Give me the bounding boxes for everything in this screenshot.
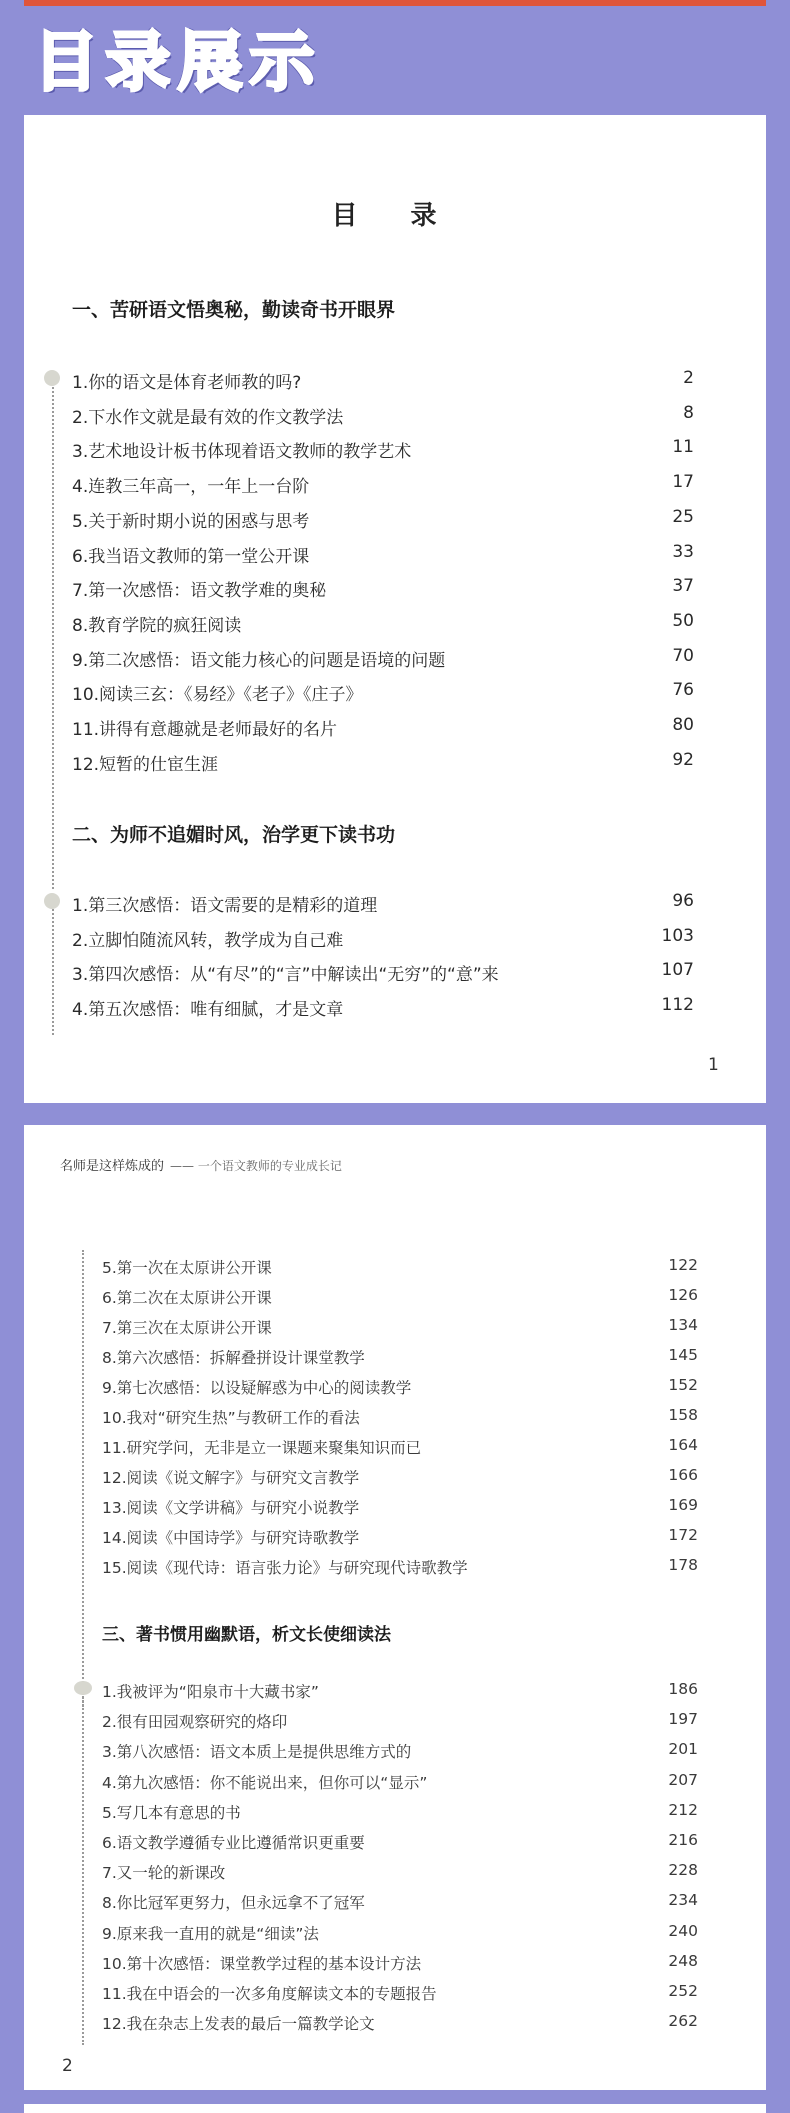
toc-entry-title: 9.第二次感悟：语文能力核心的问题是语境的问题: [72, 650, 446, 671]
toc-entry-page: 122: [668, 1256, 698, 1274]
toc-entry-title: 10.我对“研究生热”与教研工作的看法: [102, 1409, 360, 1427]
toc-page-1: [24, 115, 766, 1103]
toc-dotted-line: [52, 387, 54, 889]
section-3-title: 三、著书惯用幽默语，析文长使细读法: [102, 1625, 391, 1645]
toc-entry-title: 3.第四次感悟：从“有尽”的“言”中解读出“无穷”的“意”来: [72, 965, 499, 986]
toc-entry-page: 126: [668, 1286, 698, 1304]
section-2-bullet: [44, 893, 60, 909]
toc-entry-page: 92: [672, 749, 694, 770]
toc-entry-page: 207: [668, 1770, 698, 1789]
toc-entry-page: 172: [668, 1526, 698, 1544]
toc-entry-page: 234: [668, 1891, 698, 1910]
running-header: [60, 1155, 342, 1174]
toc-entry-title: 9.原来我一直用的就是“细读”法: [102, 1924, 319, 1943]
toc-entry-page: 112: [661, 995, 694, 1016]
toc-entry-page: 158: [668, 1406, 698, 1424]
toc-entry-page: 50: [672, 610, 694, 631]
toc-entry-page: 17: [672, 472, 694, 493]
toc-entry-page: 169: [668, 1496, 698, 1514]
toc-entry-title: 4.第九次感悟：你不能说出来，但你可以“显示”: [102, 1773, 428, 1792]
toc-page-2: [24, 1125, 766, 2090]
toc-entry-page: 76: [672, 680, 694, 701]
toc-entry-title: 2.很有田园观察研究的烙印: [102, 1713, 288, 1732]
toc-entry-title: 9.第七次感悟：以设疑解惑为中心的阅读教学: [102, 1379, 412, 1397]
toc-entry-title: 6.第二次在太原讲公开课: [102, 1289, 272, 1307]
toc-entry-title: 8.第六次感悟：拆解叠拼设计课堂教学: [102, 1349, 365, 1367]
toc-entry-title: 6.语文教学遵循专业比遵循常识更重要: [102, 1834, 365, 1852]
toc-entry-page: 103: [661, 925, 694, 946]
toc-entry-page: 70: [672, 645, 694, 666]
toc-entry-page: 216: [668, 1831, 698, 1849]
toc-entry-title: 6.我当语文教师的第一堂公开课: [72, 546, 310, 567]
next-page-edge: [24, 2104, 766, 2113]
toc-entry-title: 4.第五次感悟：唯有细腻，才是文章: [72, 1000, 344, 1021]
toc-entry-page: 262: [668, 2012, 698, 2031]
toc-entry-title: 13.阅读《文学讲稿》与研究小说教学: [102, 1499, 360, 1517]
section-1-title: 一、苦研语文悟奥秘，勤读奇书开眼界: [72, 299, 396, 321]
toc-dotted-line: [82, 1250, 84, 1710]
toc-entry-page: 201: [668, 1740, 698, 1759]
toc-entry-page: 228: [668, 1861, 698, 1880]
toc-entry-page: 240: [668, 1921, 698, 1940]
toc-entry-page: 80: [672, 715, 694, 735]
toc-entry-title: 7.第一次感悟：语文教学难的奥秘: [72, 581, 327, 602]
toc-entry-title: 15.阅读《现代诗：语言张力论》与研究现代诗歌教学: [102, 1559, 468, 1577]
toc-entry-title: 3.第八次感悟：语文本质上是提供思维方式的: [102, 1743, 412, 1762]
toc-entry-title: 11.讲得有意趣就是老师最好的名片: [72, 720, 338, 740]
toc-entry-page: 164: [668, 1436, 698, 1454]
toc-dotted-line: [82, 1685, 84, 2045]
toc-entry-title: 1.第三次感悟：语文需要的是精彩的道理: [72, 896, 378, 916]
toc-entry-page: 107: [661, 960, 694, 981]
toc-entry-title: 3.艺术地设计板书体现着语文教师的教学艺术: [72, 442, 412, 463]
toc-entry-page: 2: [683, 368, 694, 388]
section-1-bullet: [44, 370, 60, 386]
toc-entry-title: 12.我在杂志上发表的最后一篇教学论文: [102, 2015, 375, 2034]
section-3-bullet: [74, 1681, 92, 1695]
toc-entry-title: 8.教育学院的疯狂阅读: [72, 615, 242, 636]
toc-entry-title: 5.关于新时期小说的困惑与思考: [72, 511, 310, 532]
toc-entry-page: 197: [668, 1710, 698, 1729]
toc-entry-title: 10.第十次感悟：课堂教学过程的基本设计方法: [102, 1954, 422, 1973]
toc-entry-page: 33: [672, 541, 694, 562]
toc-heading: 目 录: [331, 201, 459, 231]
toc-entry-title: 8.你比冠军更努力，但永远拿不了冠军: [102, 1894, 365, 1913]
toc-entry-title: 5.写几本有意思的书: [102, 1803, 241, 1822]
toc-entry-page: 178: [668, 1556, 698, 1574]
toc-entry-page: 145: [668, 1346, 698, 1364]
section-2-title: 二、为师不追媚时风，治学更下读书功: [72, 824, 396, 846]
toc-entry-page: 11: [672, 437, 694, 458]
toc-entry-title: 4.连教三年高一，一年上一台阶: [72, 477, 310, 498]
page-number: 2: [62, 2056, 73, 2076]
toc-entry-title: 7.又一轮的新课改: [102, 1864, 226, 1883]
toc-entry-title: 11.我在中语会的一次多角度解读文本的专题报告: [102, 1985, 437, 2003]
banner-title: 目录展示: [34, 26, 322, 100]
toc-entry-page: 186: [668, 1680, 698, 1698]
toc-entry-title: 1.你的语文是体育老师教的吗?: [72, 373, 302, 393]
toc-entry-page: 166: [668, 1466, 698, 1484]
toc-entry-title: 5.第一次在太原讲公开课: [102, 1259, 272, 1277]
toc-entry-title: 2.下水作文就是最有效的作文教学法: [72, 407, 344, 428]
running-header-subtitle: —— 一个语文教师的专业成长记: [170, 1159, 342, 1173]
toc-entry-page: 252: [668, 1982, 698, 2000]
toc-entry-title: 12.阅读《说文解字》与研究文言教学: [102, 1469, 360, 1487]
toc-entry-page: 25: [672, 506, 694, 527]
page-number: 1: [708, 1055, 719, 1075]
toc-entry-page: 96: [672, 891, 694, 911]
toc-entry-page: 152: [668, 1376, 698, 1394]
top-accent-bar: [24, 0, 766, 6]
toc-entry-title: 12.短暂的仕宦生涯: [72, 754, 219, 775]
toc-entry-page: 37: [672, 576, 694, 597]
toc-entry-title: 14.阅读《中国诗学》与研究诗歌教学: [102, 1529, 360, 1547]
toc-entry-title: 10.阅读三玄：《易经》《老子》《庄子》: [72, 685, 363, 706]
toc-entry-page: 134: [668, 1316, 698, 1334]
toc-entry-page: 212: [668, 1800, 698, 1819]
running-header-title: 名师是这样炼成的: [60, 1159, 165, 1174]
toc-entry-title: 2.立脚怕随流风转，教学成为自己难: [72, 930, 344, 951]
toc-entry-page: 248: [668, 1951, 698, 1970]
toc-entry-title: 1.我被评为“阳泉市十大藏书家”: [102, 1683, 319, 1701]
toc-entry-title: 11.研究学问，无非是立一课题来聚集知识而已: [102, 1439, 422, 1457]
toc-entry-page: 8: [683, 402, 694, 423]
toc-entry-title: 7.第三次在太原讲公开课: [102, 1319, 272, 1337]
toc-dotted-line: [52, 905, 54, 1035]
